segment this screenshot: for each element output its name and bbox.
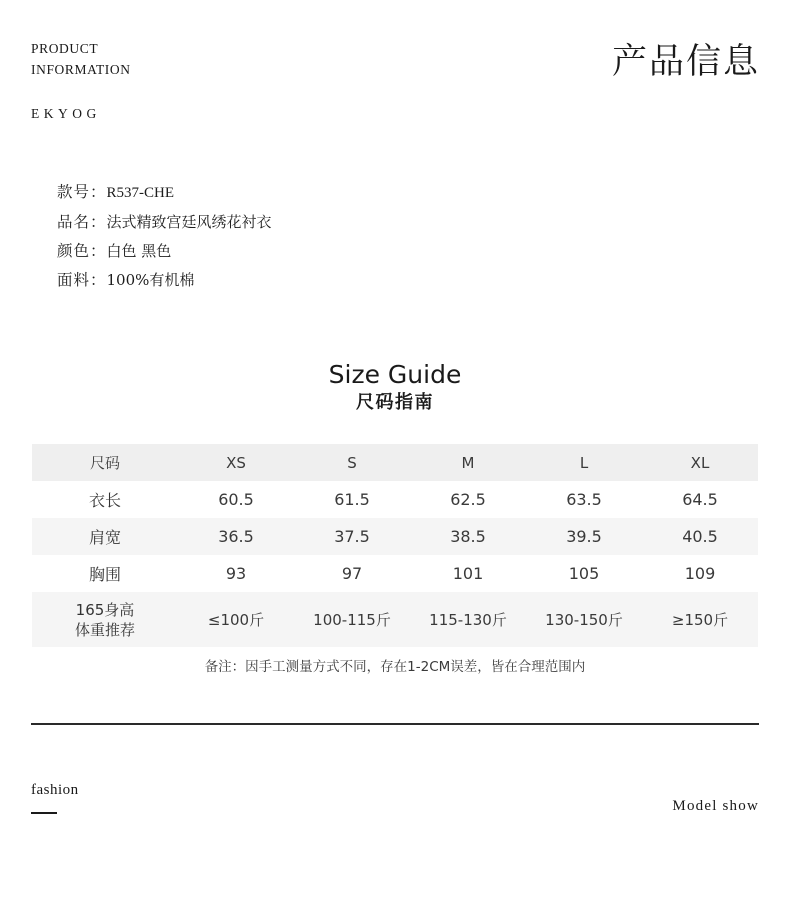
- product-info-value: 法式精致宫廷风绣花衬衣: [106, 213, 272, 231]
- product-info-label: 品名：: [57, 213, 107, 231]
- size-guide-heading: [0, 360, 790, 416]
- table-row-label: 衣长: [32, 481, 178, 518]
- table-cell: 62.5: [410, 481, 526, 518]
- table-cell: 109: [642, 555, 758, 592]
- table-header-row: [32, 444, 758, 481]
- footer-left: [31, 782, 79, 814]
- table-cell: 63.5: [526, 481, 642, 518]
- product-info-label: 颜色：: [57, 242, 107, 260]
- product-info-row: [57, 266, 272, 295]
- product-info-row: [57, 178, 272, 208]
- section-divider: [31, 723, 759, 725]
- table-header-cell: XS: [178, 444, 294, 481]
- brand-name: EKYOG: [31, 106, 101, 121]
- table-cell: 93: [178, 555, 294, 592]
- size-table-note: 备注：因手工测量方式不同，存在1-2CM误差，皆在合理范围内: [204, 659, 586, 675]
- product-info-value: 100%有机棉: [106, 271, 195, 289]
- table-cell: 115-130斤: [410, 592, 526, 647]
- page-title-en: [31, 38, 131, 80]
- table-row: [32, 518, 758, 555]
- table-header-cell: M: [410, 444, 526, 481]
- table-row-label: 肩宽: [32, 518, 178, 555]
- table-cell: 97: [294, 555, 410, 592]
- table-cell: 39.5: [526, 518, 642, 555]
- table-cell: 60.5: [178, 481, 294, 518]
- size-guide-title-en: Size Guide: [328, 360, 462, 389]
- product-info-label: 面料：: [57, 271, 107, 289]
- page-title-cn: 产品信息: [611, 42, 760, 82]
- table-cell: 38.5: [410, 518, 526, 555]
- footer-left-label: fashion: [31, 782, 79, 798]
- product-info-value: R537-CHE: [106, 185, 175, 201]
- table-header-cell: S: [294, 444, 410, 481]
- product-info-label: 款号：: [57, 183, 107, 201]
- table-cell: 40.5: [642, 518, 758, 555]
- table-row-label-line2: 体重推荐: [74, 620, 135, 639]
- size-table-wrapper: [32, 444, 758, 647]
- size-table: [32, 444, 758, 647]
- product-info-value: 白色 黑色: [106, 242, 172, 260]
- table-row-label: [32, 592, 178, 647]
- table-row: [32, 481, 758, 518]
- table-row: [32, 555, 758, 592]
- table-cell: 37.5: [294, 518, 410, 555]
- page-title-en-line1: PRODUCT: [31, 41, 99, 56]
- table-cell: 105: [526, 555, 642, 592]
- table-header-cell: 尺码: [32, 444, 178, 481]
- product-info-row: [57, 237, 272, 266]
- product-info-row: [57, 208, 272, 237]
- page-title-en-line2: INFORMATION: [31, 62, 131, 77]
- table-cell: 61.5: [294, 481, 410, 518]
- table-row: [32, 592, 758, 647]
- footer-underline: [31, 812, 57, 814]
- footer-right-label: Model show: [672, 798, 759, 814]
- table-cell: 36.5: [178, 518, 294, 555]
- page-header: [0, 38, 790, 148]
- table-cell: 101: [410, 555, 526, 592]
- table-cell: 64.5: [642, 481, 758, 518]
- table-header-cell: XL: [642, 444, 758, 481]
- table-cell: 130-150斤: [526, 592, 642, 647]
- table-header-cell: L: [526, 444, 642, 481]
- table-cell: 100-115斤: [294, 592, 410, 647]
- table-cell: ≥150斤: [642, 592, 758, 647]
- table-cell: ≤100斤: [178, 592, 294, 647]
- table-row-label-line1: 165身高: [75, 600, 135, 619]
- table-row-label: 胸围: [32, 555, 178, 592]
- product-info-list: [57, 178, 272, 295]
- size-guide-title-cn: 尺码指南: [356, 392, 434, 413]
